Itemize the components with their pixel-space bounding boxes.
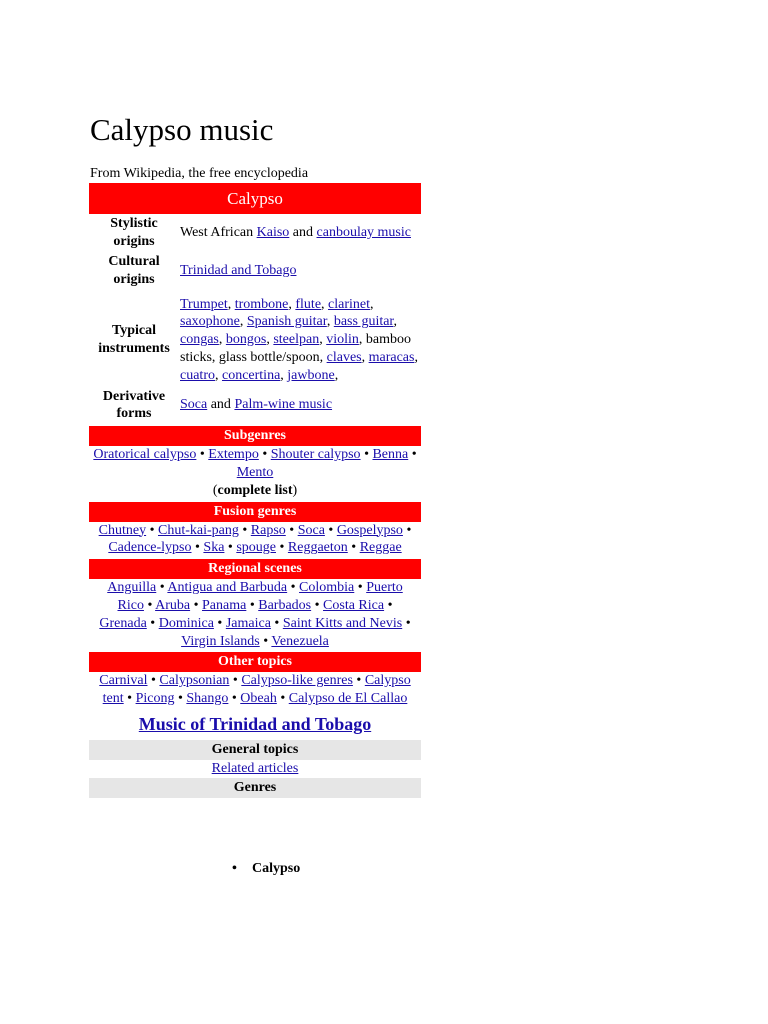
gospelypso-link[interactable]: Gospelypso bbox=[336, 522, 403, 538]
bullet-icon: • bbox=[232, 861, 237, 876]
separator: • bbox=[408, 447, 417, 463]
mento-link[interactable]: Mento bbox=[236, 464, 274, 480]
separator: , bbox=[393, 314, 398, 330]
aruba-link[interactable]: Aruba bbox=[155, 597, 191, 613]
separator: • bbox=[352, 673, 365, 689]
separator: • bbox=[360, 447, 373, 463]
oratorical-calypso-link[interactable]: Oratorical calypso bbox=[93, 447, 197, 463]
separator: • bbox=[146, 522, 158, 538]
barbados-link[interactable]: Barbados bbox=[258, 597, 312, 613]
row-cultural-origins bbox=[89, 251, 421, 292]
separator: • bbox=[224, 540, 237, 556]
complete-list-label[interactable]: complete list bbox=[217, 482, 293, 498]
separator: , bbox=[414, 349, 418, 365]
jamaica-link[interactable]: Jamaica bbox=[225, 615, 271, 631]
fusion-genres-heading: Fusion genres bbox=[89, 502, 421, 522]
separator: , bbox=[321, 296, 329, 312]
infobox bbox=[89, 183, 421, 798]
separator: • bbox=[287, 580, 300, 596]
saxophone-link[interactable]: saxophone bbox=[180, 314, 240, 330]
anguilla-link[interactable]: Anguilla bbox=[107, 580, 157, 596]
kaiso-link[interactable]: Kaiso bbox=[256, 224, 290, 240]
concertina-link[interactable]: concertina bbox=[221, 367, 281, 383]
complete-list: (complete list) bbox=[212, 482, 298, 498]
derivative-forms-mid: and bbox=[207, 397, 235, 413]
stylistic-origins-label: Stylistic origins bbox=[110, 216, 158, 249]
fusion-genres-list bbox=[89, 522, 421, 558]
benna-link[interactable]: Benna bbox=[372, 447, 409, 463]
venezuela-link[interactable]: Venezuela bbox=[271, 633, 329, 649]
related-articles-row bbox=[89, 760, 421, 778]
separator: • bbox=[270, 615, 283, 631]
instrument-links: Trumpet, trombone, flute, clarinet, saxophone, Spanish guitar, bass guitar, congas, bongos, steelpan, violin, bbox=[180, 296, 398, 348]
separator: • bbox=[354, 580, 367, 596]
calypso-like-genres-link[interactable]: Calypso-like genres bbox=[241, 673, 353, 689]
separator: , bbox=[319, 332, 327, 348]
separator: , bbox=[218, 332, 226, 348]
separator: • bbox=[259, 633, 272, 649]
dominica-link[interactable]: Dominica bbox=[158, 615, 214, 631]
cultural-origins-value bbox=[179, 251, 421, 292]
trinidad-tobago-link[interactable]: Trinidad and Tobago bbox=[180, 263, 297, 279]
row-derivative-forms bbox=[89, 388, 421, 424]
ska-link[interactable]: Ska bbox=[203, 540, 225, 556]
subgenres-list bbox=[89, 446, 421, 499]
clarinet-link[interactable]: clarinet bbox=[328, 296, 371, 312]
grenada-link[interactable]: Grenada bbox=[99, 615, 147, 631]
carnival-link[interactable]: Carnival bbox=[99, 673, 148, 689]
reggae-link[interactable]: Reggae bbox=[359, 540, 402, 556]
separator: • bbox=[347, 540, 360, 556]
page-subtitle: From Wikipedia, the free encyclopedia bbox=[90, 166, 309, 181]
row-stylistic-origins bbox=[89, 215, 421, 251]
subgenre-links bbox=[93, 447, 416, 480]
separator: • bbox=[123, 691, 136, 707]
reggaeton-link[interactable]: Reggaeton bbox=[287, 540, 348, 556]
separator: • bbox=[384, 597, 393, 613]
separator: • bbox=[276, 540, 288, 556]
typical-instruments-value bbox=[179, 296, 421, 385]
separator: • bbox=[229, 673, 242, 689]
shango-link[interactable]: Shango bbox=[186, 691, 229, 707]
antigua-and-barbuda-link[interactable]: Antigua and Barbuda bbox=[167, 580, 288, 596]
separator: • bbox=[246, 597, 259, 613]
other-topics-list bbox=[89, 672, 421, 708]
separator: • bbox=[174, 691, 187, 707]
picong-link[interactable]: Picong bbox=[135, 691, 175, 707]
panama-link[interactable]: Panama bbox=[202, 597, 247, 613]
separator: , bbox=[214, 367, 222, 383]
shouter-calypso-link[interactable]: Shouter calypso bbox=[270, 447, 361, 463]
cadence-lypso-link[interactable]: Cadence-lypso bbox=[108, 540, 192, 556]
trombone-link[interactable]: trombone bbox=[234, 296, 289, 312]
navbox-title bbox=[89, 712, 421, 736]
separator: , bbox=[370, 296, 374, 312]
chutney-link[interactable]: Chutney bbox=[98, 522, 147, 538]
separator: • bbox=[143, 597, 156, 613]
separator: • bbox=[238, 522, 251, 538]
row-typical-instruments bbox=[89, 296, 421, 385]
separator: • bbox=[147, 673, 160, 689]
separator: • bbox=[402, 615, 411, 631]
separator: , bbox=[361, 349, 369, 365]
palm-wine-link[interactable]: Palm-wine music bbox=[234, 397, 333, 413]
page-title: Calypso music bbox=[90, 112, 274, 147]
separator: • bbox=[228, 691, 241, 707]
separator: • bbox=[285, 522, 298, 538]
separator: • bbox=[258, 447, 271, 463]
derivative-forms-label: Derivative forms bbox=[102, 388, 166, 422]
separator: , bbox=[239, 314, 247, 330]
subgenres-heading: Subgenres bbox=[89, 426, 421, 446]
soca-link[interactable]: Soca bbox=[297, 522, 325, 538]
maracas-link[interactable]: maracas bbox=[368, 349, 415, 365]
saint-kitts-and-nevis-link[interactable]: Saint Kitts and Nevis bbox=[282, 615, 403, 631]
steelpan-link[interactable]: steelpan bbox=[273, 332, 320, 348]
separator: • bbox=[191, 540, 204, 556]
stylistic-origins-value bbox=[179, 215, 421, 251]
rapso-link[interactable]: Rapso bbox=[250, 522, 286, 538]
separator: • bbox=[213, 615, 226, 631]
separator: , bbox=[227, 296, 235, 312]
canboulay-link[interactable]: canboulay music bbox=[316, 224, 411, 240]
separator: • bbox=[324, 522, 337, 538]
genre-list-item bbox=[232, 860, 300, 877]
separator: , bbox=[280, 367, 288, 383]
separator: • bbox=[196, 447, 209, 463]
instrument-plain: bamboo sticks, glass bottle/spoon, bbox=[180, 332, 411, 365]
violin-link[interactable]: violin bbox=[326, 332, 359, 348]
instrument-links-2: claves, maracas, cuatro, concertina, jawbone, bbox=[180, 349, 418, 383]
separator: • bbox=[190, 597, 202, 613]
separator: , bbox=[326, 314, 334, 330]
obeah-link[interactable]: Obeah bbox=[240, 691, 277, 707]
extempo-link[interactable]: Extempo bbox=[208, 447, 259, 463]
separator: • bbox=[311, 597, 324, 613]
separator: , bbox=[266, 332, 274, 348]
colombia-link[interactable]: Colombia bbox=[299, 580, 355, 596]
claves-link[interactable]: claves bbox=[326, 349, 362, 365]
genres-header: Genres bbox=[89, 778, 421, 798]
separator: • bbox=[276, 691, 289, 707]
regional-scenes-heading: Regional scenes bbox=[89, 559, 421, 579]
bass-guitar-link[interactable]: bass guitar bbox=[333, 314, 394, 330]
calypsonian-link[interactable]: Calypsonian bbox=[159, 673, 230, 689]
spanish-guitar-link[interactable]: Spanish guitar bbox=[246, 314, 327, 330]
cultural-origins-label: Cultural origins bbox=[108, 254, 160, 288]
typical-instruments-label: Typical instruments bbox=[98, 323, 170, 357]
regional-scenes-list bbox=[89, 579, 421, 650]
separator: • bbox=[402, 522, 412, 538]
flute-link[interactable]: flute bbox=[295, 296, 322, 312]
jawbone-link[interactable]: jawbone bbox=[287, 367, 335, 383]
calypso-tent-link[interactable]: Calypso tent bbox=[102, 673, 411, 707]
related-articles-link[interactable]: Related articles bbox=[211, 760, 299, 776]
general-topics-header: General topics bbox=[89, 740, 421, 760]
cuatro-link[interactable]: cuatro bbox=[180, 367, 215, 383]
other-topics-heading: Other topics bbox=[89, 652, 421, 672]
trumpet-link[interactable]: Trumpet bbox=[180, 296, 228, 312]
soca-link[interactable]: Soca bbox=[180, 397, 208, 413]
separator: • bbox=[156, 580, 168, 596]
genre-item-label: Calypso bbox=[252, 861, 301, 876]
infobox-heading: Calypso bbox=[89, 183, 421, 214]
bongos-link[interactable]: bongos bbox=[225, 332, 267, 348]
calypso-de-el-callao-link[interactable]: Calypso de El Callao bbox=[288, 691, 408, 707]
separator: , bbox=[288, 296, 296, 312]
spouge-link[interactable]: spouge bbox=[236, 540, 276, 556]
congas-link[interactable]: congas bbox=[180, 332, 219, 348]
puerto-rico-link[interactable]: Puerto Rico bbox=[117, 580, 403, 613]
chut-kai-pang-link[interactable]: Chut-kai-pang bbox=[158, 522, 239, 538]
stylistic-origins-prefix: West African bbox=[180, 224, 257, 240]
music-trinidad-link[interactable]: Music of Trinidad and Tobago bbox=[138, 713, 372, 734]
stylistic-origins-mid: and bbox=[289, 224, 317, 240]
derivative-forms-value bbox=[179, 388, 421, 424]
virgin-islands-link[interactable]: Virgin Islands bbox=[181, 633, 260, 649]
separator: • bbox=[146, 615, 159, 631]
costa-rica-link[interactable]: Costa Rica bbox=[323, 597, 385, 613]
